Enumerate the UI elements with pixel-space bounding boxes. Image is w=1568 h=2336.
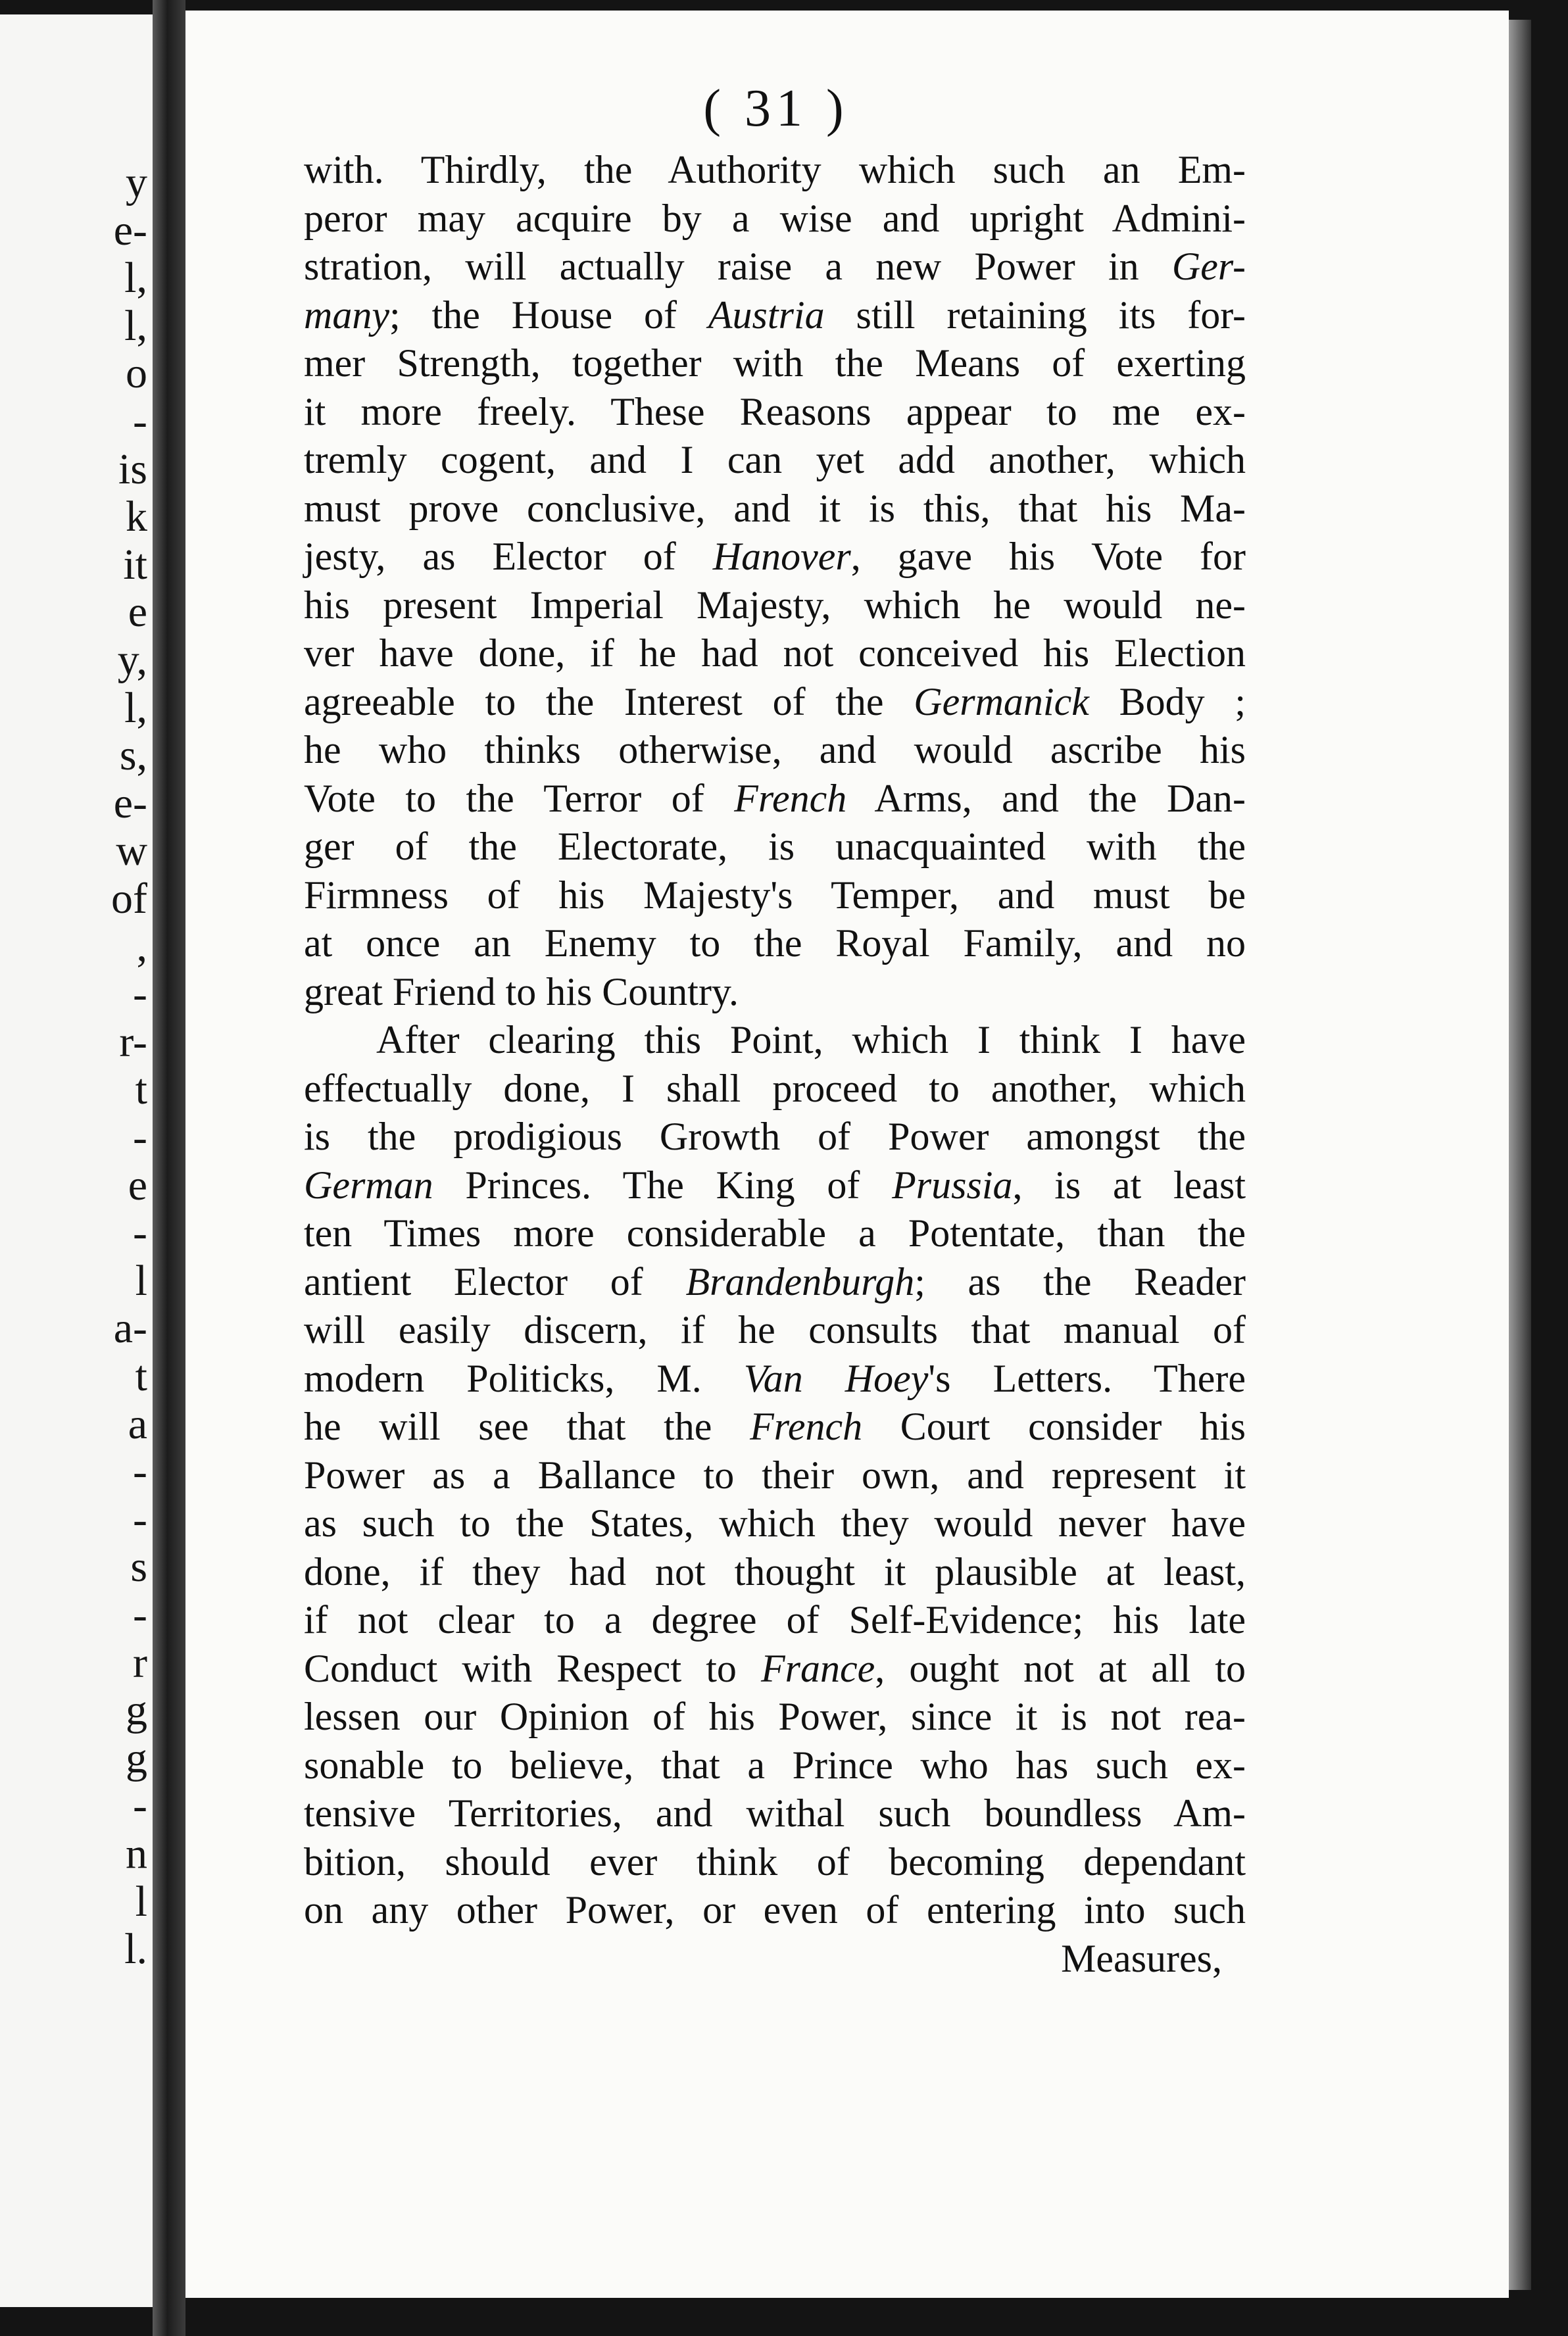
left-edge-fragment: s, [119,731,147,780]
left-edge-fragment: s [130,1543,147,1592]
text-segment: sonable to believe, that a Prince who has such ex- [304,1743,1246,1787]
text-segment: ; the House of [389,293,708,337]
text-line [304,1065,1246,1113]
text-line [304,775,1246,823]
text-line [304,919,1246,968]
text-segment: tremly cogent, and I can yet add another, which [304,438,1246,481]
text-line [304,195,1246,243]
left-edge-fragment: t [135,1352,147,1400]
text-segment: he who thinks otherwise, and would ascribe his [304,728,1246,771]
italic-segment: French [734,776,847,820]
text-segment: with. Thirdly, the Authority which such an Em- [304,148,1246,191]
italic-segment: Van Hoey [743,1356,929,1400]
left-edge-fragment: l, [124,683,147,732]
left-edge-fragment: y [126,158,147,207]
text-line [304,1596,1246,1645]
text-segment: peror may acquire by a wise and upright Admini- [304,196,1246,240]
left-edge-fragment: l, [124,254,147,303]
text-segment: his present Imperial Majesty, which he would ne- [304,583,1246,627]
text-segment: is the prodigious Growth of Power amongst the [304,1115,1246,1158]
left-edge-fragment: e [128,588,147,637]
italic-segment: Hanover [712,535,851,578]
text-line [304,1789,1246,1838]
text-line [304,533,1246,581]
left-edge-fragment: w [116,827,147,875]
text-segment: ger of the Electorate, is unacquainted with the [304,825,1246,868]
italic-segment: Austria [708,293,825,337]
text-segment: ten Times more considerable a Potentate, than the [304,1211,1246,1255]
text-segment: as such to the States, which they would never have [304,1501,1246,1545]
left-edge-fragment: - [133,1782,147,1830]
text-segment: bition, should ever think of becoming dependant [304,1839,1246,1884]
left-edge-fragment: r- [119,1017,147,1066]
italic-segment: many [304,293,389,337]
text-segment: Conduct with Respect to [304,1646,761,1690]
text-segment: , is at least [1012,1163,1246,1207]
text-segment: Princes. The King of [433,1163,893,1207]
italic-segment: Ger- [1171,245,1246,288]
left-edge-fragment: l [135,1256,147,1305]
text-line [304,388,1246,437]
text-segment: ; as the Reader [914,1259,1246,1303]
italic-segment: France [760,1646,875,1690]
left-page-edge [0,14,153,2307]
left-edge-fragment: - [133,1113,147,1161]
text-line [304,1838,1246,1887]
text-line [304,968,1246,1017]
text-segment: Arms, and the Dan- [846,776,1246,820]
left-edge-fragment: l [135,1877,147,1926]
left-edge-fragment: - [133,1591,147,1639]
left-edge-fragment: y, [117,636,147,684]
text-segment: done, if they had not thought it plausible at least, [304,1549,1246,1594]
text-line [304,1403,1246,1451]
italic-segment: Prussia [892,1163,1013,1207]
left-edge-fragment: e- [113,779,147,827]
italic-segment: French [750,1405,863,1448]
left-edge-fragment: g [126,1734,147,1782]
page-edge-shadow [1509,20,1531,2290]
text-segment: , gave his Vote for [850,535,1246,578]
text-line [304,678,1246,727]
left-edge-fragment: it [123,540,147,589]
text-line [304,1209,1246,1258]
left-edge-fragment: l. [124,1925,147,1974]
text-segment: Court consider his [862,1405,1246,1448]
text-line [304,726,1246,775]
text-line [304,1693,1246,1741]
text-segment: great Friend to his Country. [304,969,739,1013]
left-edge-fragment: of [111,875,147,923]
text-segment: Firmness of his Majesty's Temper, and must be [304,873,1246,917]
text-segment: on any other Power, or even of entering into such [304,1888,1246,1932]
text-segment: if not clear to a degree of Self-Evidence; his late [304,1598,1246,1642]
left-edge-fragment: - [133,1448,147,1496]
left-edge-fragment: e- [113,206,147,255]
book-gutter [153,0,185,2336]
text-segment: jesty, as Elector of [304,535,713,578]
text-segment: Vote to the Terror of [304,776,735,820]
text-segment: must prove conclusive, and it is this, that his Ma- [304,486,1246,530]
left-edge-fragment: g [126,1686,147,1735]
text-line [304,291,1246,340]
text-line [304,871,1246,920]
text-segment: antient Elector of [304,1259,686,1303]
catchword: Measures, [1061,1936,1222,1980]
text-segment: at once an Enemy to the Royal Family, and no [304,921,1246,965]
text-line [304,1113,1246,1161]
text-segment: stration, will actually raise a new Power in [304,245,1172,288]
text-line [304,1741,1246,1790]
text-segment: agreeable to the Interest of the [304,679,914,723]
text-segment: tensive Territories, and withal such boundless Am- [304,1791,1246,1835]
left-edge-fragment: t [135,1065,147,1114]
text-segment: lessen our Opinion of his Power, since it is not rea- [304,1695,1246,1738]
italic-segment: Germanick [914,679,1089,723]
text-line [304,1258,1246,1307]
left-edge-fragment: l, [124,301,147,350]
text-segment: After clearing this Point, which I think I have [376,1018,1246,1061]
text-segment: ver have done, if he had not conceived his Election [304,631,1246,675]
text-segment: it more freely. These Reasons appear to me ex- [304,389,1246,433]
text-segment: will easily discern, if he consults that manual of [304,1308,1246,1351]
text-line [304,1645,1246,1693]
text-line [304,1306,1246,1355]
text-segment: effectually done, I shall proceed to another, which [304,1066,1246,1110]
text-line [304,243,1246,291]
text-line [304,485,1246,533]
text-segment: still retaining its for- [824,293,1246,337]
italic-segment: German [304,1163,433,1207]
left-edge-fragment: o [126,349,147,398]
text-line [304,339,1246,388]
text-line [304,1451,1246,1500]
left-edge-fragment: - [133,970,147,1019]
body-text [304,146,1246,1983]
left-edge-fragment: - [133,397,147,445]
left-edge-fragment: a- [113,1304,147,1353]
text-segment: , ought not at all to [875,1646,1246,1690]
text-segment: modern Politicks, M. [304,1356,744,1400]
left-edge-fragment: - [133,1495,147,1544]
italic-segment: Brandenburgh [685,1259,915,1303]
text-line [304,146,1246,195]
left-edge-fragment: is [118,445,147,493]
left-edge-fragment: r [133,1638,147,1687]
left-edge-fragment: a [128,1399,147,1448]
text-line [304,1548,1246,1597]
left-edge-fragment: e [128,1161,147,1209]
left-edge-fragment: - [133,1209,147,1257]
text-segment: Power as a Ballance to their own, and represent it [304,1453,1246,1497]
text-segment: Body ; [1089,679,1246,723]
text-line [304,1355,1246,1403]
text-line [304,436,1246,485]
text-segment: 's Letters. There [928,1356,1246,1400]
left-edge-fragment: n [126,1830,147,1878]
text-line [304,581,1246,630]
left-edge-fragment: k [126,493,147,541]
left-edge-fragment: , [136,922,147,971]
text-line [304,1886,1246,1935]
text-line [304,823,1246,871]
text-line [304,629,1246,678]
page-number: ( 31 ) [703,80,849,137]
text-segment: he will see that the [304,1405,750,1448]
text-line [304,1161,1246,1210]
text-line [304,1016,1246,1065]
text-segment: mer Strength, together with the Means of exerting [304,341,1246,385]
text-line [304,1499,1246,1548]
